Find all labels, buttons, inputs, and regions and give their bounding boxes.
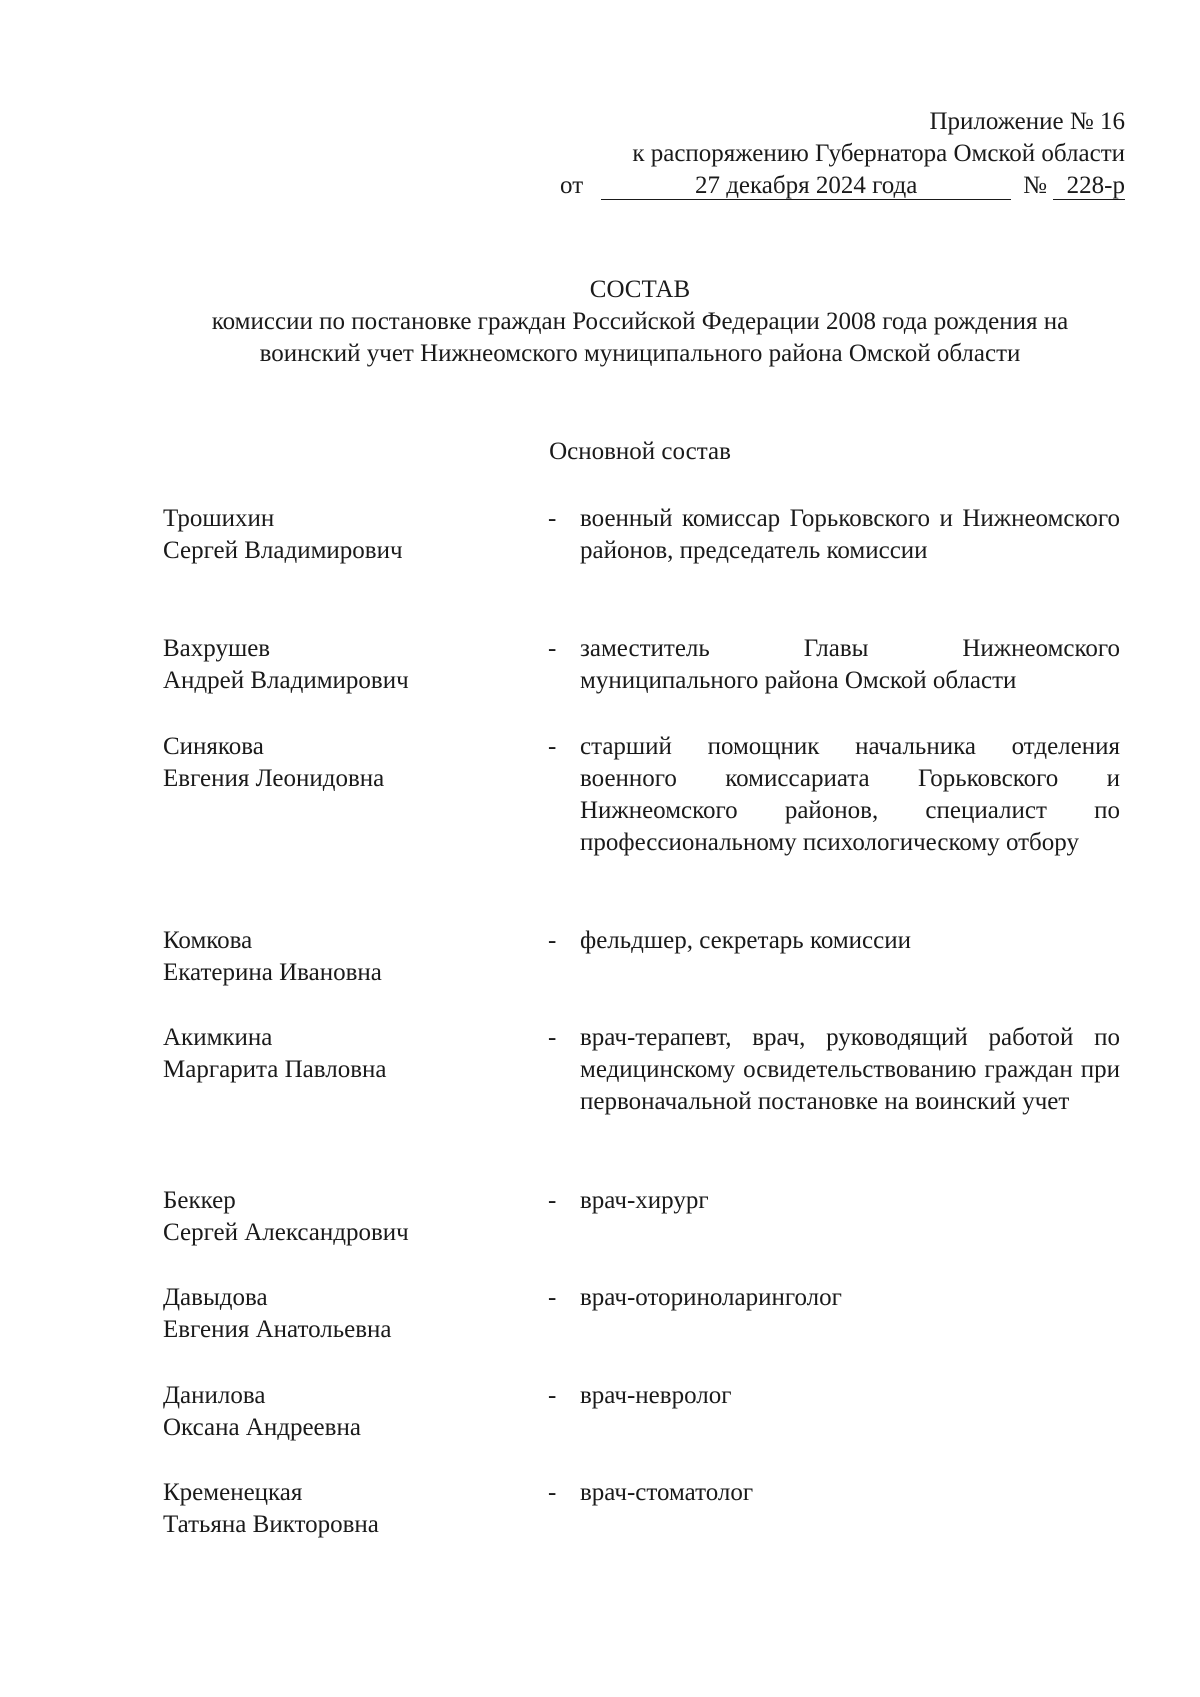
member-role: военный комиссар Горьковского и Нижнеомского районов, председатель комиссии (580, 505, 1120, 564)
member-given-names: Евгения Леонидовна (163, 765, 385, 792)
member-dash: - (548, 1284, 557, 1311)
member-role: старший помощник начальника отделения военного комиссариата Горьковского и Нижнеомского районов, специалист по профессиональному психологическому отбору (580, 733, 1120, 856)
member-dash: - (548, 733, 557, 760)
member-surname: Кременецкая (163, 1479, 303, 1506)
member-name (163, 1185, 548, 1249)
member-dash: - (548, 1024, 557, 1051)
member-role: врач-стоматолог (580, 1479, 754, 1506)
document-title: СОСТАВ (589, 276, 691, 303)
member-role: фельдшер, секретарь комиссии (580, 927, 912, 954)
order-number: 228-р (1053, 173, 1125, 200)
member-name (163, 1022, 548, 1118)
member-role: заместитель Главы Нижнеомского муниципального района Омской области (580, 635, 1120, 694)
member-surname: Давыдова (163, 1284, 268, 1311)
member-role: врач-терапевт, врач, руководящий работой по медицинскому освидетельствованию граждан при первоначальной постановке на воинский учет (580, 1024, 1120, 1115)
member-role: врач-оториноларинголог (580, 1284, 842, 1311)
member-row (163, 1022, 1123, 1118)
member-given-names: Екатерина Ивановна (163, 959, 382, 986)
member-dash: - (548, 505, 557, 532)
member-given-names: Маргарита Павловна (163, 1056, 387, 1083)
member-dash: - (548, 635, 557, 662)
member-name (163, 633, 548, 697)
member-name (163, 503, 548, 567)
document-subtitle: комиссии по постановке граждан Российской Федерации 2008 года рождения на воинский учет Нижнеомского муниципального района Омской области (211, 308, 1069, 367)
member-given-names: Сергей Владимирович (163, 537, 403, 564)
member-dash: - (548, 927, 557, 954)
member-name (163, 925, 548, 989)
section-title: Основной состав (549, 438, 731, 465)
member-given-names: Евгения Анатольевна (163, 1316, 392, 1343)
number-label: № (1023, 172, 1047, 199)
member-given-names: Андрей Владимирович (163, 667, 409, 694)
member-dash: - (548, 1382, 557, 1409)
member-row (163, 633, 1123, 697)
member-surname: Синякова (163, 733, 264, 760)
member-row (163, 1380, 1123, 1444)
member-role: врач-хирург (580, 1187, 709, 1214)
member-surname: Данилова (163, 1382, 266, 1409)
member-name (163, 731, 548, 859)
member-row (163, 1477, 1123, 1541)
order-date-number-line (485, 170, 1125, 202)
appendix-order-reference: к распоряжению Губернатора Омской области (632, 140, 1125, 167)
member-surname: Акимкина (163, 1024, 273, 1051)
member-role: врач-невролог (580, 1382, 732, 1409)
member-dash: - (548, 1187, 557, 1214)
member-given-names: Оксана Андреевна (163, 1414, 361, 1441)
title-block (160, 274, 1120, 370)
member-name (163, 1282, 548, 1346)
member-row (163, 731, 1123, 859)
member-row (163, 1185, 1123, 1249)
member-given-names: Сергей Александрович (163, 1219, 409, 1246)
member-surname: Трошихин (163, 505, 275, 532)
member-surname: Вахрушев (163, 635, 271, 662)
member-surname: Комкова (163, 927, 253, 954)
appendix-number: Приложение № 16 (929, 108, 1125, 135)
member-name (163, 1380, 548, 1444)
appendix-header (485, 106, 1125, 202)
member-surname: Беккер (163, 1187, 236, 1214)
member-name (163, 1477, 548, 1541)
member-dash: - (548, 1479, 557, 1506)
from-label: от (560, 172, 584, 199)
member-row (163, 503, 1123, 567)
order-date: 27 декабря 2024 года (601, 173, 1011, 200)
member-row (163, 925, 1123, 989)
member-row (163, 1282, 1123, 1346)
member-given-names: Татьяна Викторовна (163, 1511, 379, 1538)
